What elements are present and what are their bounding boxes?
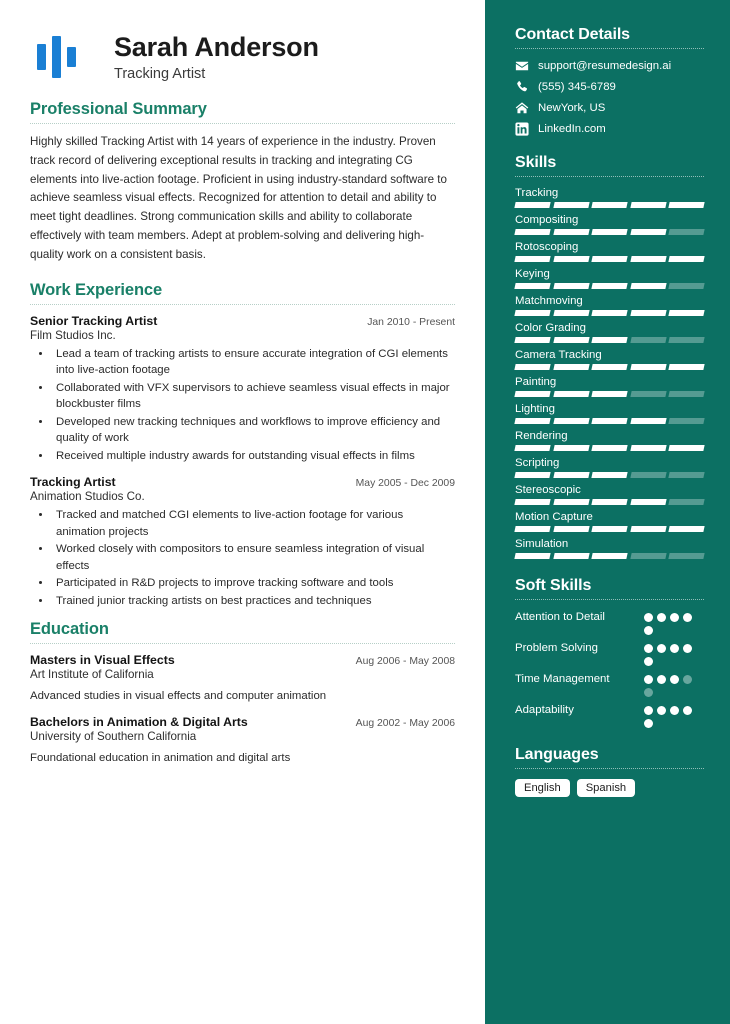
skill-name: Camera Tracking — [515, 349, 602, 361]
skill-segment — [592, 526, 628, 532]
section-contact-details — [515, 26, 704, 136]
skill-name: Rendering — [515, 430, 568, 442]
skill-segment — [553, 256, 589, 262]
skill-name: Matchmoving — [515, 295, 583, 307]
skill-segment — [553, 364, 589, 370]
skill-name: Color Grading — [515, 322, 586, 334]
skill-segment — [592, 445, 628, 451]
skill-segment — [592, 391, 628, 397]
name-block — [104, 32, 319, 82]
education-divider — [30, 643, 455, 644]
skill-name: Motion Capture — [515, 511, 593, 523]
contact-value-linkedin: LinkedIn.com — [538, 123, 606, 135]
skill-segment — [514, 472, 550, 478]
list-item: • Developed new tracking techniques and workflows to improve efficiency and quality of work — [52, 414, 455, 447]
skill-row — [515, 403, 704, 424]
logo-bar-1 — [37, 44, 46, 70]
education-heading: Education — [30, 620, 109, 639]
soft-skill-dot — [683, 644, 692, 653]
skill-segment — [553, 337, 589, 343]
soft-skill-dots — [644, 641, 704, 666]
soft-skill-dot — [644, 675, 653, 684]
skill-segment — [514, 391, 550, 397]
skill-segment — [630, 391, 666, 397]
skill-level-bar — [515, 283, 704, 289]
skill-row — [515, 322, 704, 343]
list-item: • Received multiple industry awards for outstanding visual effects in films — [52, 448, 455, 465]
skill-name: Simulation — [515, 538, 569, 550]
skill-row — [515, 295, 704, 316]
skill-level-bar — [515, 526, 704, 532]
skill-segment — [630, 256, 666, 262]
skill-segment — [514, 499, 550, 505]
skill-segment — [592, 256, 628, 262]
skills-list — [515, 187, 704, 559]
summary-divider — [30, 123, 455, 124]
skill-segment — [553, 229, 589, 235]
skill-segment — [514, 202, 550, 208]
skill-segment — [630, 499, 666, 505]
candidate-job-title: Tracking Artist — [114, 66, 206, 83]
skill-segment — [669, 283, 705, 289]
home-icon — [515, 101, 529, 115]
skill-segment — [669, 472, 705, 478]
logo-bar-3 — [67, 47, 76, 67]
skill-name: Keying — [515, 268, 550, 280]
soft-skill-name: Time Management — [515, 673, 610, 685]
resume-header — [30, 22, 455, 100]
contact-item-phone[interactable] — [515, 80, 704, 94]
skill-segment — [592, 283, 628, 289]
soft-skill-dots — [644, 672, 704, 697]
soft-skill-dot — [644, 719, 653, 728]
work-entry — [30, 475, 455, 609]
soft-skills-divider — [515, 599, 704, 600]
skill-segment — [592, 472, 628, 478]
contact-item-email[interactable] — [515, 59, 704, 73]
skill-segment — [553, 526, 589, 532]
soft-skill-name: Attention to Detail — [515, 611, 605, 623]
skill-level-bar — [515, 499, 704, 505]
contact-value-email: support@resumedesign.ai — [538, 60, 672, 72]
section-education — [30, 620, 455, 766]
contact-item-location[interactable] — [515, 101, 704, 115]
skill-level-bar — [515, 202, 704, 208]
skill-row — [515, 484, 704, 505]
skill-segment — [630, 310, 666, 316]
skill-segment — [630, 337, 666, 343]
work-entry-top — [30, 475, 455, 489]
work-entry-bullets — [30, 507, 455, 609]
skill-segment — [592, 310, 628, 316]
education-school: Art Institute of California — [30, 668, 154, 682]
skill-segment — [669, 229, 705, 235]
section-soft-skills — [515, 577, 704, 728]
skill-segment — [553, 499, 589, 505]
skill-row — [515, 187, 704, 208]
languages-chip-list — [515, 779, 704, 797]
soft-skills-list — [515, 610, 704, 728]
skill-level-bar — [515, 364, 704, 370]
languages-divider — [515, 768, 704, 769]
skill-segment — [630, 526, 666, 532]
contact-divider — [515, 48, 704, 49]
soft-skill-dot — [657, 644, 666, 653]
list-item: • Participated in R&D projects to improve tracking software and tools — [52, 575, 455, 592]
skill-segment — [630, 418, 666, 424]
summary-text: Highly skilled Tracking Artist with 14 years of experience in the industry. Proven track record of delivering exceptional results in tracking and integrating CG elements into live-action footage. Proficient in using industry-standard software to achieve seamless visual effects. Recognized for attention to detail and ability to meet tight deadlines. Strong communication skills and ability to collaborate effectively with team members. Adept at problem-solving and delivering high-quality work on a consistent basis. — [30, 135, 447, 261]
skills-divider — [515, 176, 704, 177]
skill-segment — [669, 553, 705, 559]
languages-heading: Languages — [515, 746, 599, 763]
skill-row — [515, 349, 704, 370]
skill-segment — [514, 337, 550, 343]
skill-segment — [630, 472, 666, 478]
skill-segment — [630, 553, 666, 559]
skill-segment — [669, 256, 705, 262]
skill-row — [515, 538, 704, 559]
skill-segment — [630, 445, 666, 451]
skill-segment — [514, 445, 550, 451]
skill-segment — [592, 553, 628, 559]
soft-skill-row — [515, 610, 704, 635]
soft-skill-dot — [644, 688, 653, 697]
soft-skill-dot — [670, 644, 679, 653]
work-entry — [30, 314, 455, 465]
skill-segment — [553, 553, 589, 559]
skill-segment — [669, 526, 705, 532]
soft-skill-row — [515, 703, 704, 728]
section-skills — [515, 154, 704, 559]
soft-skill-dot — [644, 626, 653, 635]
list-item: • Worked closely with compositors to ensure seamless integration of visual effects — [52, 541, 455, 574]
skill-segment — [553, 202, 589, 208]
summary-heading: Professional Summary — [30, 100, 207, 119]
skill-segment — [630, 364, 666, 370]
soft-skill-dot — [644, 706, 653, 715]
list-item: • Tracked and matched CGI elements to live-action footage for various animation projects — [52, 507, 455, 540]
education-date: Aug 2002 - May 2006 — [355, 717, 455, 729]
language-chip[interactable]: English — [515, 779, 570, 797]
skill-segment — [553, 391, 589, 397]
section-work-experience — [30, 281, 455, 610]
work-entry-title: Senior Tracking Artist — [30, 313, 158, 328]
skill-segment — [553, 445, 589, 451]
skill-name: Rotoscoping — [515, 241, 579, 253]
list-item: • Lead a team of tracking artists to ensure accurate integration of CGI elements into live-action footage — [52, 346, 455, 379]
work-entry-org: Animation Studios Co. — [30, 490, 145, 504]
skill-segment — [514, 229, 550, 235]
skill-segment — [669, 364, 705, 370]
work-entry-date: Jan 2010 - Present — [367, 316, 455, 328]
contact-item-linkedin[interactable] — [515, 122, 704, 136]
skill-segment — [514, 283, 550, 289]
contact-heading: Contact Details — [515, 26, 630, 43]
skill-segment — [592, 337, 628, 343]
skill-level-bar — [515, 445, 704, 451]
skill-segment — [669, 391, 705, 397]
education-degree: Masters in Visual Effects — [30, 653, 175, 668]
soft-skill-dot — [644, 657, 653, 666]
soft-skill-dot — [644, 613, 653, 622]
soft-skill-row — [515, 672, 704, 697]
work-heading: Work Experience — [30, 280, 163, 299]
linkedin-icon — [515, 122, 529, 136]
education-description: Foundational education in animation and digital arts — [30, 751, 291, 764]
education-school: University of Southern California — [30, 729, 197, 743]
skill-segment — [592, 364, 628, 370]
skill-segment — [669, 337, 705, 343]
soft-skill-dot — [683, 706, 692, 715]
skill-level-bar — [515, 229, 704, 235]
education-description: Advanced studies in visual effects and computer animation — [30, 690, 327, 703]
work-divider — [30, 304, 455, 305]
skill-name: Compositing — [515, 214, 579, 226]
skill-row — [515, 241, 704, 262]
work-entry-bullets — [30, 346, 455, 465]
skill-segment — [669, 499, 705, 505]
soft-skill-dot — [670, 675, 679, 684]
soft-skill-dots — [644, 610, 704, 635]
soft-skill-name: Problem Solving — [515, 642, 598, 654]
skill-level-bar — [515, 472, 704, 478]
soft-skill-dot — [657, 706, 666, 715]
skill-level-bar — [515, 310, 704, 316]
skill-segment — [514, 364, 550, 370]
skill-name: Scripting — [515, 457, 560, 469]
envelope-icon — [515, 59, 529, 73]
skill-segment — [553, 418, 589, 424]
skill-segment — [592, 202, 628, 208]
candidate-name: Sarah Anderson — [114, 32, 319, 62]
skill-segment — [553, 310, 589, 316]
soft-skill-dots — [644, 703, 704, 728]
education-entry-top — [30, 715, 455, 729]
skill-level-bar — [515, 553, 704, 559]
skill-name: Stereoscopic — [515, 484, 581, 496]
skill-segment — [514, 256, 550, 262]
education-degree: Bachelors in Animation & Digital Arts — [30, 714, 248, 729]
skill-row — [515, 457, 704, 478]
contact-value-location: NewYork, US — [538, 102, 606, 114]
skill-segment — [514, 418, 550, 424]
work-entry-org: Film Studios Inc. — [30, 328, 116, 342]
skills-heading: Skills — [515, 154, 557, 171]
skill-row — [515, 376, 704, 397]
skill-segment — [514, 310, 550, 316]
education-date: Aug 2006 - May 2008 — [355, 656, 455, 668]
skill-segment — [592, 418, 628, 424]
skill-segment — [630, 229, 666, 235]
skill-level-bar — [515, 418, 704, 424]
work-entry-top — [30, 314, 455, 328]
skill-segment — [669, 202, 705, 208]
education-entry — [30, 653, 455, 705]
soft-skill-dot — [670, 613, 679, 622]
skill-segment — [669, 445, 705, 451]
skill-level-bar — [515, 256, 704, 262]
bar-logo-icon — [30, 33, 82, 81]
soft-skill-row — [515, 641, 704, 666]
skill-name: Painting — [515, 376, 557, 388]
soft-skill-dot — [644, 644, 653, 653]
skill-segment — [630, 202, 666, 208]
skill-segment — [630, 283, 666, 289]
work-entry-title: Tracking Artist — [30, 475, 116, 490]
skill-segment — [514, 526, 550, 532]
soft-skill-dot — [657, 613, 666, 622]
skill-row — [515, 511, 704, 532]
skill-row — [515, 214, 704, 235]
skill-segment — [669, 418, 705, 424]
skill-segment — [592, 229, 628, 235]
language-chip[interactable]: Spanish — [577, 779, 635, 797]
list-item: • Trained junior tracking artists on best practices and techniques — [52, 593, 455, 610]
soft-skill-dot — [683, 675, 692, 684]
section-professional-summary — [30, 100, 455, 264]
soft-skill-name: Adaptability — [515, 704, 574, 716]
skill-segment — [592, 499, 628, 505]
skill-level-bar — [515, 337, 704, 343]
contact-value-phone: (555) 345-6789 — [538, 81, 616, 93]
phone-icon — [515, 80, 529, 94]
skill-level-bar — [515, 391, 704, 397]
work-entry-date: May 2005 - Dec 2009 — [355, 478, 455, 490]
skill-name: Lighting — [515, 403, 555, 415]
skill-segment — [514, 553, 550, 559]
logo-bar-2 — [52, 36, 61, 78]
skill-row — [515, 268, 704, 289]
list-item: • Collaborated with VFX supervisors to achieve seamless visual effects in major blockbuster films — [52, 380, 455, 413]
section-languages — [515, 746, 704, 797]
skill-segment — [553, 472, 589, 478]
skill-row — [515, 430, 704, 451]
education-entry — [30, 715, 455, 767]
soft-skill-dot — [683, 613, 692, 622]
skill-name: Tracking — [515, 187, 559, 199]
skill-segment — [553, 283, 589, 289]
education-entry-top — [30, 653, 455, 667]
sidebar — [485, 0, 730, 1024]
soft-skill-dot — [657, 675, 666, 684]
soft-skills-heading: Soft Skills — [515, 577, 592, 594]
soft-skill-dot — [670, 706, 679, 715]
skill-segment — [669, 310, 705, 316]
